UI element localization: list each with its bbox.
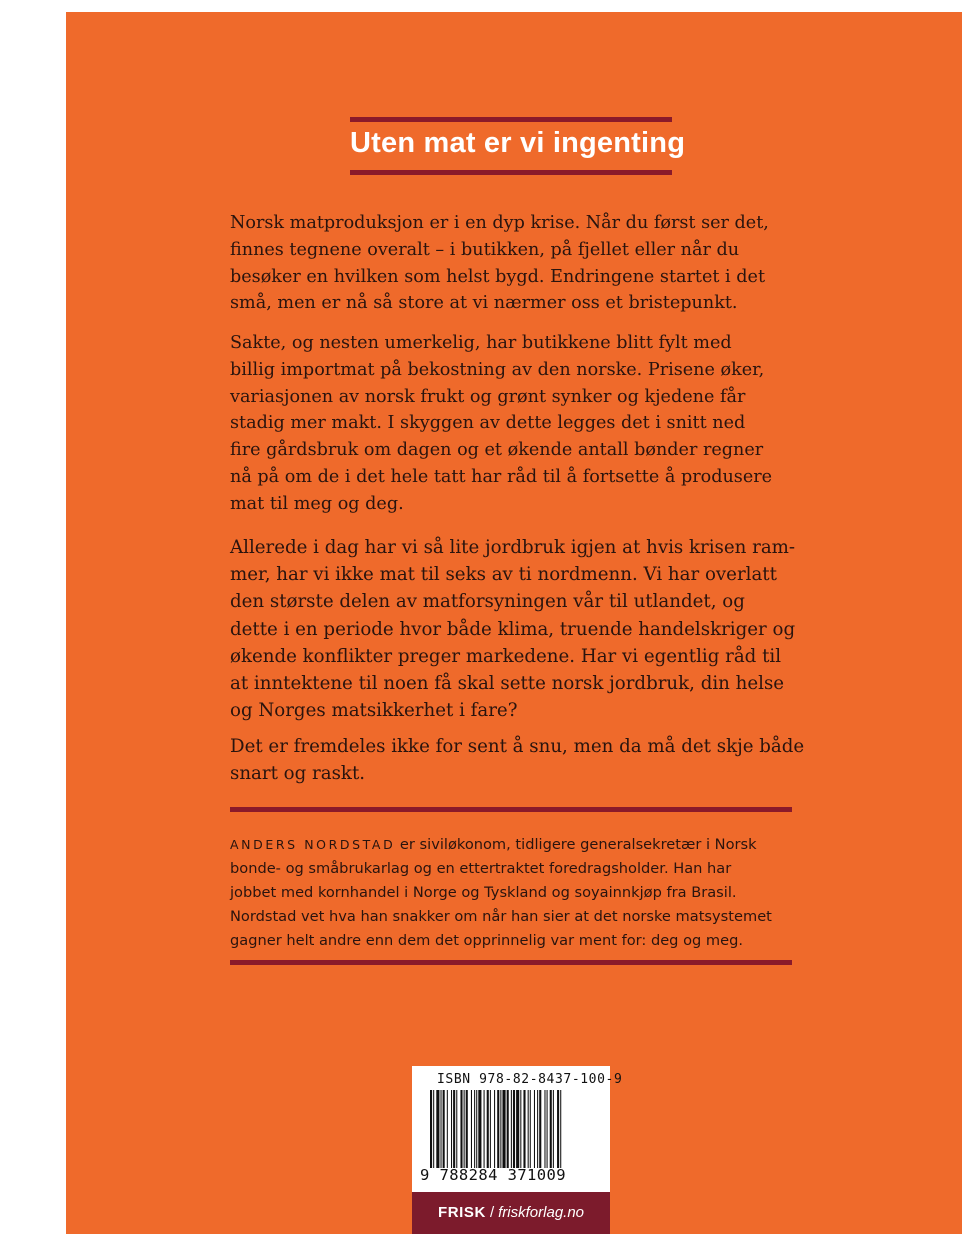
text-line: mer, har vi ikke mat til seks av ti nordmenn. Vi har overlatt — [230, 564, 777, 586]
barcode-bar — [464, 1090, 465, 1168]
barcode-bar — [511, 1090, 512, 1168]
isbn-label: ISBN 978-82-8437-100-9 — [437, 1072, 623, 1087]
barcode-bar — [453, 1090, 455, 1168]
cover-title: Uten mat er vi ingenting — [350, 127, 686, 159]
text-line: og Norges matsikkerhet i fare? — [230, 700, 518, 722]
barcode-bar — [544, 1090, 545, 1168]
text-line: små, men er nå så store at vi nærmer oss et bristepunkt. — [230, 293, 738, 314]
barcode-bar — [484, 1090, 485, 1168]
blurb-paragraph-4 — [230, 733, 805, 787]
barcode-bar — [430, 1090, 432, 1168]
text-line — [230, 833, 795, 857]
author-name: ANDERS NORDSTAD — [230, 837, 396, 852]
text-line: Norsk matproduksjon er i en dyp krise. Når du først ser det, — [230, 213, 769, 233]
barcode-bar — [490, 1090, 491, 1168]
text-line: mat til meg og deg. — [230, 493, 404, 514]
barcode-bar — [436, 1090, 439, 1168]
text-line: variasjonen av norsk frukt og grønt synker og kjedene får — [230, 386, 746, 407]
barcode-bar — [523, 1090, 525, 1168]
barcode-bar — [500, 1090, 501, 1168]
barcode-bar — [441, 1090, 442, 1168]
barcode-bar — [502, 1090, 505, 1168]
barcode-bar — [528, 1090, 529, 1168]
text-line: nå på om de i det hele tatt har råd til å fortsette å produsere — [230, 466, 773, 487]
author-bio — [230, 833, 795, 953]
title-rule-top — [350, 117, 672, 122]
barcode-bar — [550, 1090, 552, 1168]
barcode-bar — [478, 1090, 481, 1168]
publisher-separator: / — [489, 1204, 495, 1221]
text-line: Nordstad vet hva han snakker om når han sier at det norske matsystemet — [230, 908, 772, 925]
barcode-bar — [520, 1090, 521, 1168]
text-line: Sakte, og nesten umerkelig, har butikkene blitt fylt med — [230, 333, 732, 353]
barcode-bar — [494, 1090, 495, 1168]
text-line: gagner helt andre enn dem det opprinnelig var ment for: deg og meg. — [230, 932, 744, 949]
barcode-bar — [530, 1090, 531, 1168]
barcode-bar — [451, 1090, 452, 1168]
text-line: bonde- og småbrukarlag og en ettertraktet foredragsholder. Han har — [230, 860, 732, 877]
text-line: snart og raskt. — [230, 763, 366, 785]
text-line: billig importmat på bekostning av den norske. Prisene øker, — [230, 359, 765, 380]
text-line: jobbet med kornhandel i Norge og Tyskland og soyainnkjøp fra Brasil. — [230, 884, 737, 901]
publisher-band — [412, 1192, 610, 1234]
barcode-bar — [560, 1090, 561, 1168]
text-line: besøker en hvilken som helst bygd. Endringene startet i det — [230, 266, 766, 287]
barcode-bar — [476, 1090, 477, 1168]
text-line: finnes tegnene overalt – i butikken, på fjellet eller når du — [230, 239, 740, 260]
text-line: at inntektene til noen få skal sette norsk jordbruk, din helse — [230, 673, 785, 695]
publisher-logo: FRISK — [437, 1204, 486, 1221]
barcode-image — [430, 1090, 592, 1168]
barcode-bar — [537, 1090, 538, 1168]
text-line: den største delen av matforsyningen vår til utlandet, og — [230, 591, 745, 613]
text-line: dette i en periode hvor både klima, truende handelskriger og — [230, 618, 796, 640]
barcode-bar — [539, 1090, 541, 1168]
blurb-paragraph-2 — [230, 330, 800, 518]
publisher-website: friskforlag.no — [498, 1204, 585, 1221]
barcode-bar — [456, 1090, 457, 1168]
text-line: fire gårdsbruk om dagen og et økende antall bønder regner — [230, 440, 764, 461]
bio-rule-bottom — [230, 960, 792, 965]
barcode-bar — [443, 1090, 445, 1168]
barcode-bar — [471, 1090, 472, 1168]
blurb-paragraph-1 — [230, 210, 800, 317]
barcode-bar — [516, 1090, 519, 1168]
barcode-bar — [460, 1090, 462, 1168]
barcode-bar — [466, 1090, 468, 1168]
barcode-bar — [507, 1090, 509, 1168]
barcode-bar — [497, 1090, 499, 1168]
bio-text: er siviløkonom, tidligere generalsekretær i Norsk — [395, 836, 757, 853]
text-line: Allerede i dag har vi så lite jordbruk igjen at hvis krisen ram- — [230, 537, 796, 558]
text-line: stadig mer makt. I skyggen av dette legges det i snitt ned — [230, 413, 746, 434]
title-rule-bottom — [350, 170, 672, 175]
barcode-bar — [557, 1090, 559, 1168]
barcode-bar — [547, 1090, 548, 1168]
barcode-bar — [433, 1090, 434, 1168]
bio-rule-top — [230, 807, 792, 812]
text-line: økende konflikter preger markedene. Har vi egentlig råd til — [230, 645, 782, 667]
barcode-bar — [447, 1090, 448, 1168]
barcode-bar — [487, 1090, 489, 1168]
barcode-bar — [513, 1090, 515, 1168]
barcode-number: 9 788284 371009 — [420, 1166, 566, 1184]
barcode-bar — [553, 1090, 554, 1168]
blurb-paragraph-3 — [230, 534, 800, 724]
barcode-bar — [474, 1090, 475, 1168]
text-line: Det er fremdeles ikke for sent å snu, men da må det skje både — [230, 736, 805, 757]
barcode-bar — [534, 1090, 535, 1168]
